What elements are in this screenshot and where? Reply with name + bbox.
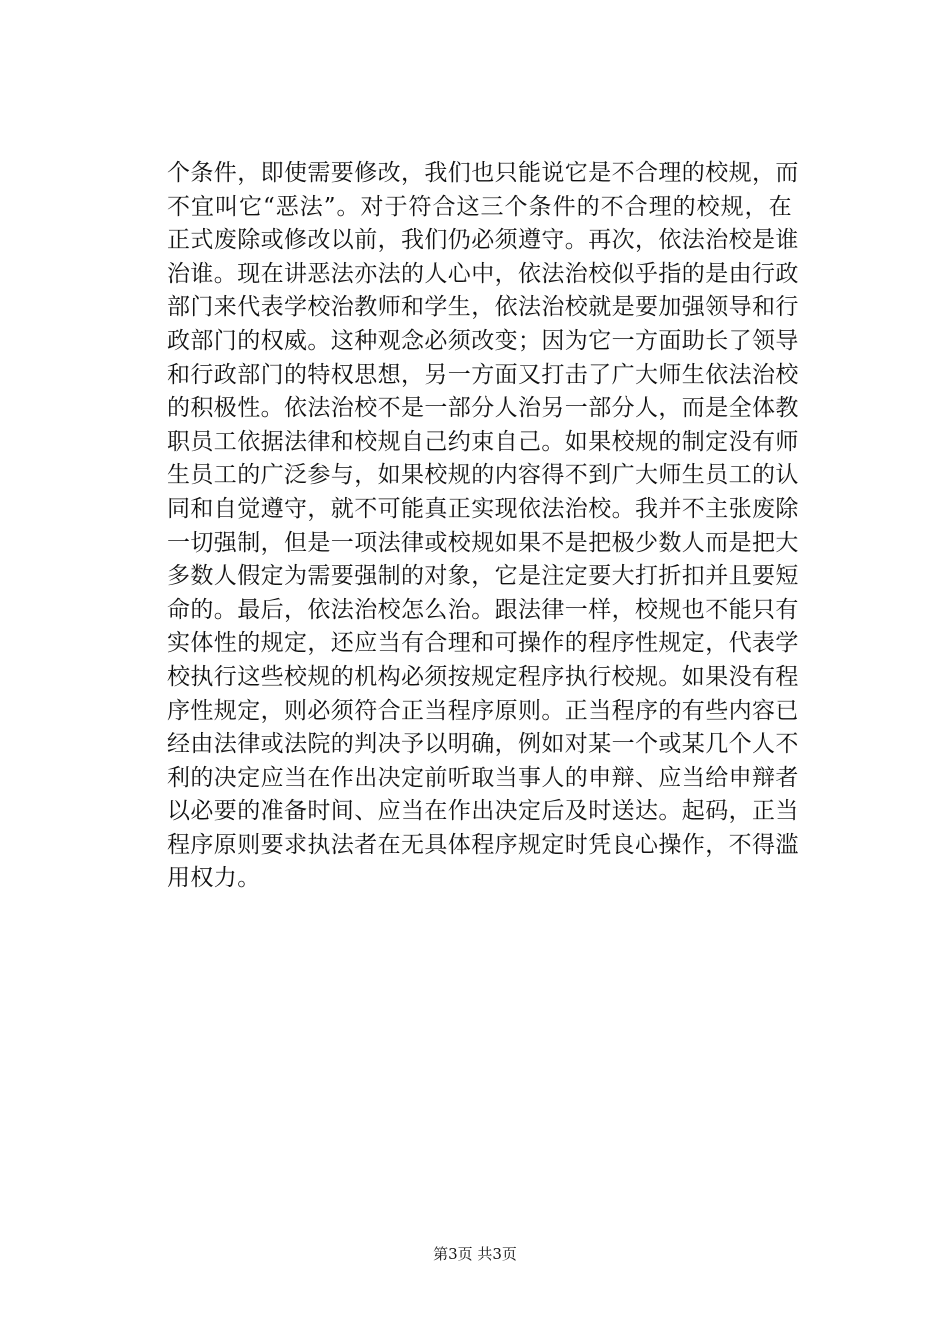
text-line: 政部门的权威。这种观念必须改变；因为它一方面助长了领导 <box>167 327 799 354</box>
text-line: 经由法律或法院的判决予以明确，例如对某一个或某几个人不 <box>167 731 799 758</box>
text-line: 命的。最后，依法治校怎么治。跟法律一样，校规也不能只有 <box>167 596 799 623</box>
text-line: 部门来代表学校治教师和学生，依法治校就是要加强领导和行 <box>167 294 799 321</box>
text-line: 职员工依据法律和校规自己约束自己。如果校规的制定没有师 <box>167 428 799 455</box>
text-line: 校执行这些校规的机构必须按规定程序执行校规。如果没有程 <box>167 663 799 690</box>
text-line: 以必要的准备时间、应当在作出决定后及时送达。起码，正当 <box>167 798 799 825</box>
text-line: 多数人假定为需要强制的对象，它是注定要大打折扣并且要短 <box>167 563 799 590</box>
text-line: 不宜叫它“恶法”。对于符合这三个条件的不合理的校规，在 <box>167 193 792 220</box>
page-number-footer: 第3页 共3页 <box>433 1245 517 1263</box>
text-line: 治谁。现在讲恶法亦法的人心中，依法治校似乎指的是由行政 <box>167 260 799 287</box>
text-line: 同和自觉遵守，就不可能真正实现依法治校。我并不主张废除 <box>167 495 799 522</box>
text-line: 利的决定应当在作出决定前听取当事人的申辩、应当给申辩者 <box>167 764 799 791</box>
text-line: 正式废除或修改以前，我们仍必须遵守。再次，依法治校是谁 <box>167 227 799 254</box>
text-line: 程序原则要求执法者在无具体程序规定时凭良心操作，不得滥 <box>167 831 799 858</box>
text-line: 和行政部门的特权思想，另一方面又打击了广大师生依法治校 <box>167 361 799 388</box>
text-line: 个条件，即使需要修改，我们也只能说它是不合理的校规，而 <box>167 160 799 186</box>
text-line: 生员工的广泛参与，如果校规的内容得不到广大师生员工的认 <box>167 462 799 489</box>
text-line: 实体性的规定，还应当有合理和可操作的程序性规定，代表学 <box>167 630 799 657</box>
text-line: 序性规定，则必须符合正当程序原则。正当程序的有些内容已 <box>167 697 799 724</box>
text-line: 一切强制，但是一项法律或校规如果不是把极少数人而是把大 <box>167 529 799 556</box>
text-line: 的积极性。依法治校不是一部分人治另一部分人，而是全体教 <box>167 395 799 422</box>
text-line: 用权力。 <box>167 865 261 892</box>
body-paragraph <box>167 157 799 896</box>
